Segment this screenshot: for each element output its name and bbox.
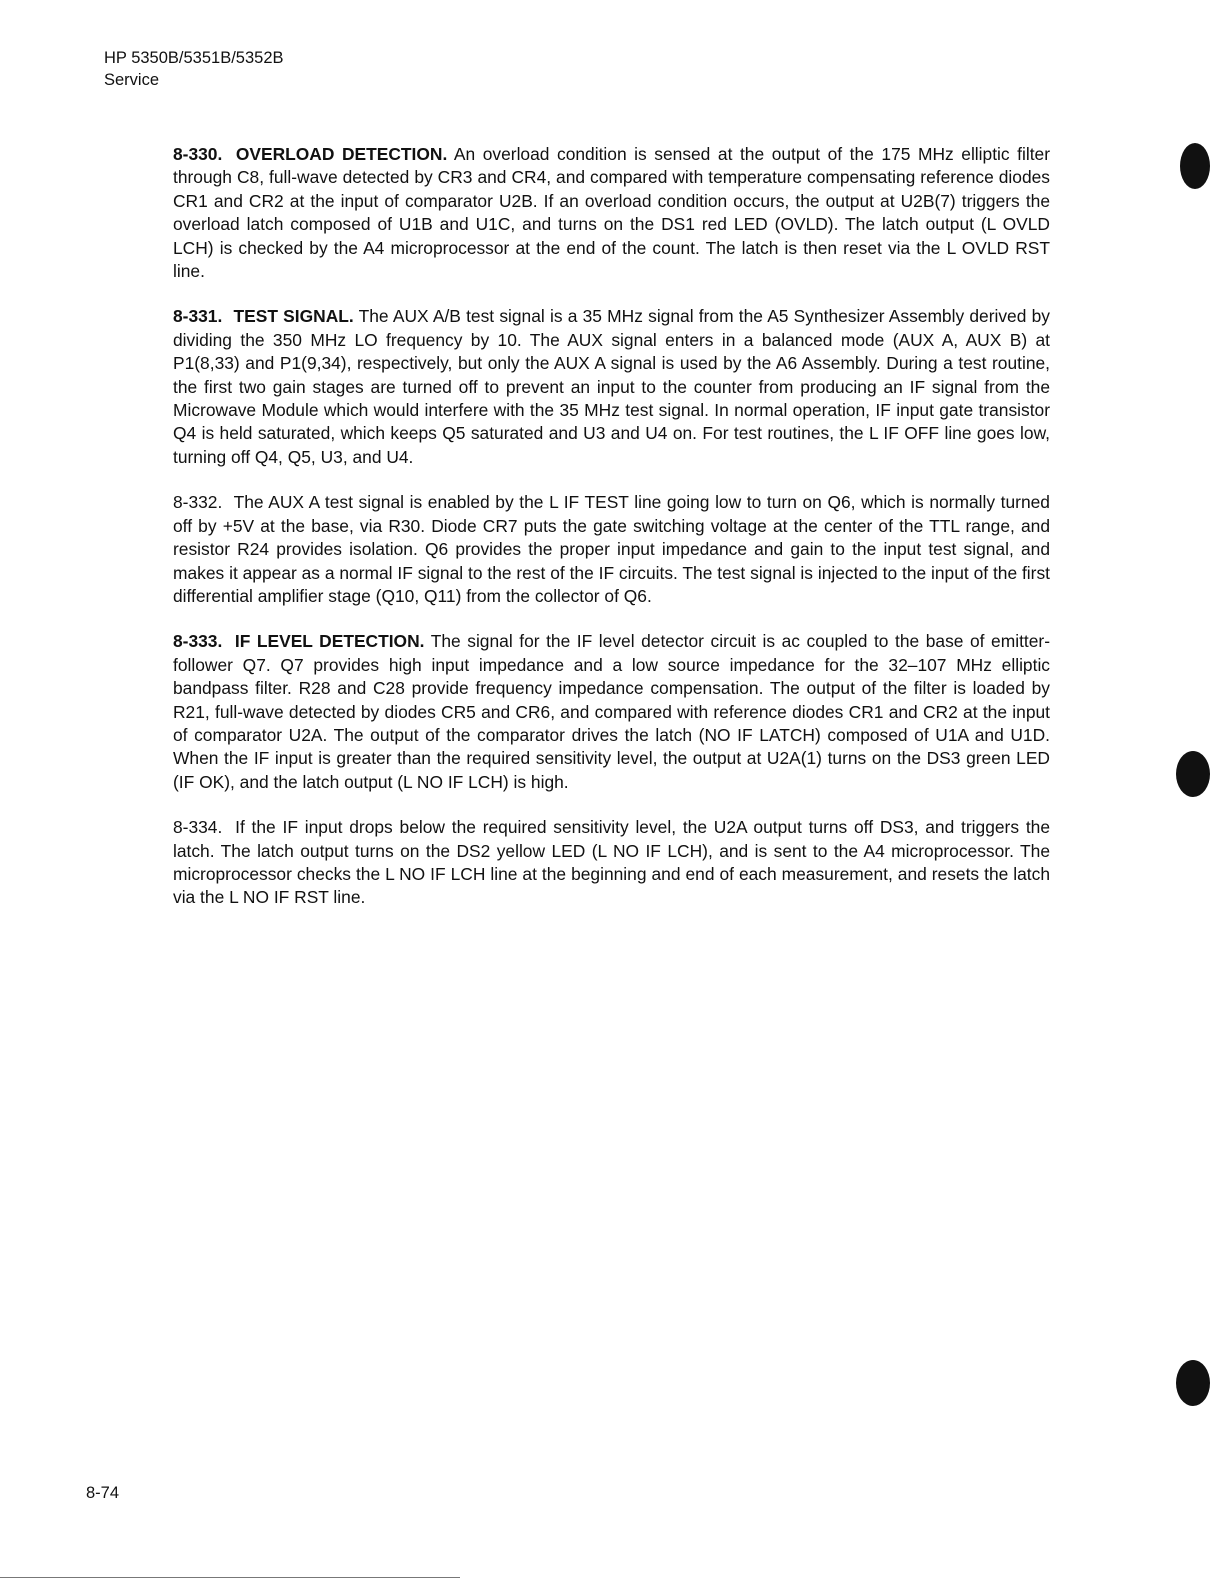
paragraph-text: An overload condition is sensed at the output of the 175 MHz elliptic filter through C8, full-wave detected by CR3 and CR4, and compared with temperature compensating reference diodes CR1 and CR2 at the input of comparator U2B. If an overload condition occurs, the output at U2B(7) triggers the overload latch composed of U1B and U1C, and turns on the DS1 red LED (OVLD). The latch output (L OVLD LCH) is checked by the A4 microprocessor at the end of the count. The latch is then reset via the L OVLD RST line.: [173, 144, 1051, 282]
paragraph-title: IF LEVEL DETECTION.: [234, 631, 425, 652]
paragraph-8-331: [173, 305, 1050, 469]
paragraph-title: TEST SIGNAL.: [233, 306, 354, 327]
binder-hole: [1176, 751, 1210, 797]
paragraph-8-332: [173, 491, 1050, 608]
paragraph-number: 8-332.: [173, 492, 223, 513]
paragraph-number: 8-334.: [173, 817, 223, 838]
binder-hole: [1180, 143, 1210, 189]
paragraph-text: The AUX A test signal is enabled by the L IF TEST line going low to turn on Q6, which is normally turned off by +5V at the base, via R30. Diode CR7 puts the gate switching voltage at the center of the TTL range, and resistor R24 provides isolation. Q6 provides the proper input impedance and gain to the input test signal, and makes it appear as a normal IF signal to the rest of the IF circuits. The test signal is injected to the input of the first differential amplifier stage (Q10, Q11) from the collector of Q6.: [173, 492, 1050, 606]
manual-section-label: Service: [104, 71, 160, 89]
bottom-divider: [0, 1577, 460, 1578]
paragraph-text: If the IF input drops below the required sensitivity level, the U2A output turns off DS3, and triggers the latch. The latch output turns on the DS2 yellow LED (L NO IF LCH), and is sent to the A4 microprocessor. The microprocessor checks the L NO IF LCH line at the beginning and end of each measurement, and resets the latch via the L NO IF RST line.: [173, 817, 1050, 908]
paragraph-8-333: [173, 630, 1050, 794]
paragraph-number: 8-330.: [173, 144, 223, 164]
paragraph-text: The signal for the IF level detector circuit is ac coupled to the base of emitter-follower Q7. Q7 provides high input impedance and a low source impedance for the 32–107 MHz elliptic bandpass filter. R28 and C28 provide frequency impedance compensation. The output of the filter is loaded by R21, full-wave detected by diodes CR5 and CR6, and compared with reference diodes CR1 and CR2 at the input of comparator U2A. The output of the comparator drives the latch (NO IF LATCH) composed of U1A and U1D. When the IF input is greater than the required sensitivity level, the output at U2A(1) turns on the DS3 green LED (IF OK), and the latch output (L NO IF LCH) is high.: [173, 631, 1051, 792]
paragraph-8-334: [173, 816, 1050, 910]
paragraph-text: The AUX A/B test signal is a 35 MHz signal from the A5 Synthesizer Assembly derived by dividing the 350 MHz LO frequency by 10. The AUX signal enters in a balanced mode (AUX A, AUX B) at P1(8,33) and P1(9,34), respectively, but only the AUX A signal is used by the A6 Assembly. During a test routine, the first two gain stages are turned off to prevent an input to the counter from producing an IF signal from the Microwave Module which would interfere with the 35 MHz test signal. In normal operation, IF input gate transistor Q4 is held saturated, which keeps Q5 saturated and U3 and U4 on. For test routines, the L IF OFF line goes low, turning off Q4, Q5, U3, and U4.: [173, 306, 1050, 467]
paragraph-8-330: [173, 143, 1050, 283]
page-header: [104, 47, 284, 91]
paragraph-number: 8-333.: [173, 631, 223, 652]
document-body: [173, 143, 1050, 932]
paragraph-title: OVERLOAD DETECTION.: [235, 144, 448, 164]
paragraph-number: 8-331.: [173, 306, 223, 327]
binder-hole: [1176, 1360, 1210, 1406]
manual-model-title: HP 5350B/5351B/5352B: [104, 49, 284, 67]
page-number: 8-74: [86, 1484, 120, 1502]
